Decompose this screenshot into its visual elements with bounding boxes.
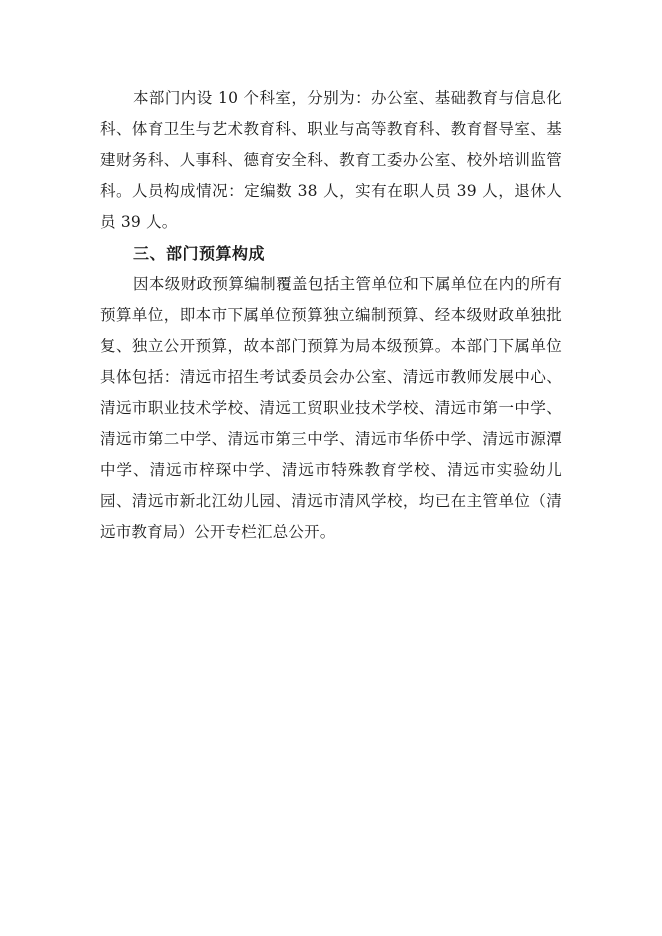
- document-body: [100, 83, 562, 548]
- staffing-paragraph: 本部门内设 10 个科室，分别为：办公室、基础教育与信息化科、体育卫生与艺术教育科、职业与高等教育科、教育督导室、基建财务科、人事科、德育安全科、教育工委办公室、校外培训监管科。人员构成情况：定编数 38 人，实有在职人员 39 人，退休人员 39 人。: [100, 89, 562, 231]
- budget-composition-paragraph: 因本级财政预算编制覆盖包括主管单位和下属单位在内的所有预算单位，即本市下属单位预算独立编制预算、经本级财政单独批复、独立公开预算，故本部门预算为局本级预算。本部门下属单位具体包括：清远市招生考试委员会办公室、清远市教师发展中心、清远市职业技术学校、清远工贸职业技术学校、清远市第一中学、清远市第二中学、清远市第三中学、清远市华侨中学、清远市源潭中学、清远市梓琛中学、清远市特殊教育学校、清远市实验幼儿园、清远市新北江幼儿园、清远市清风学校，均已在主管单位（清远市教育局）公开专栏汇总公开。: [100, 275, 562, 541]
- section-heading-budget-composition: 三、部门预算构成: [133, 244, 266, 263]
